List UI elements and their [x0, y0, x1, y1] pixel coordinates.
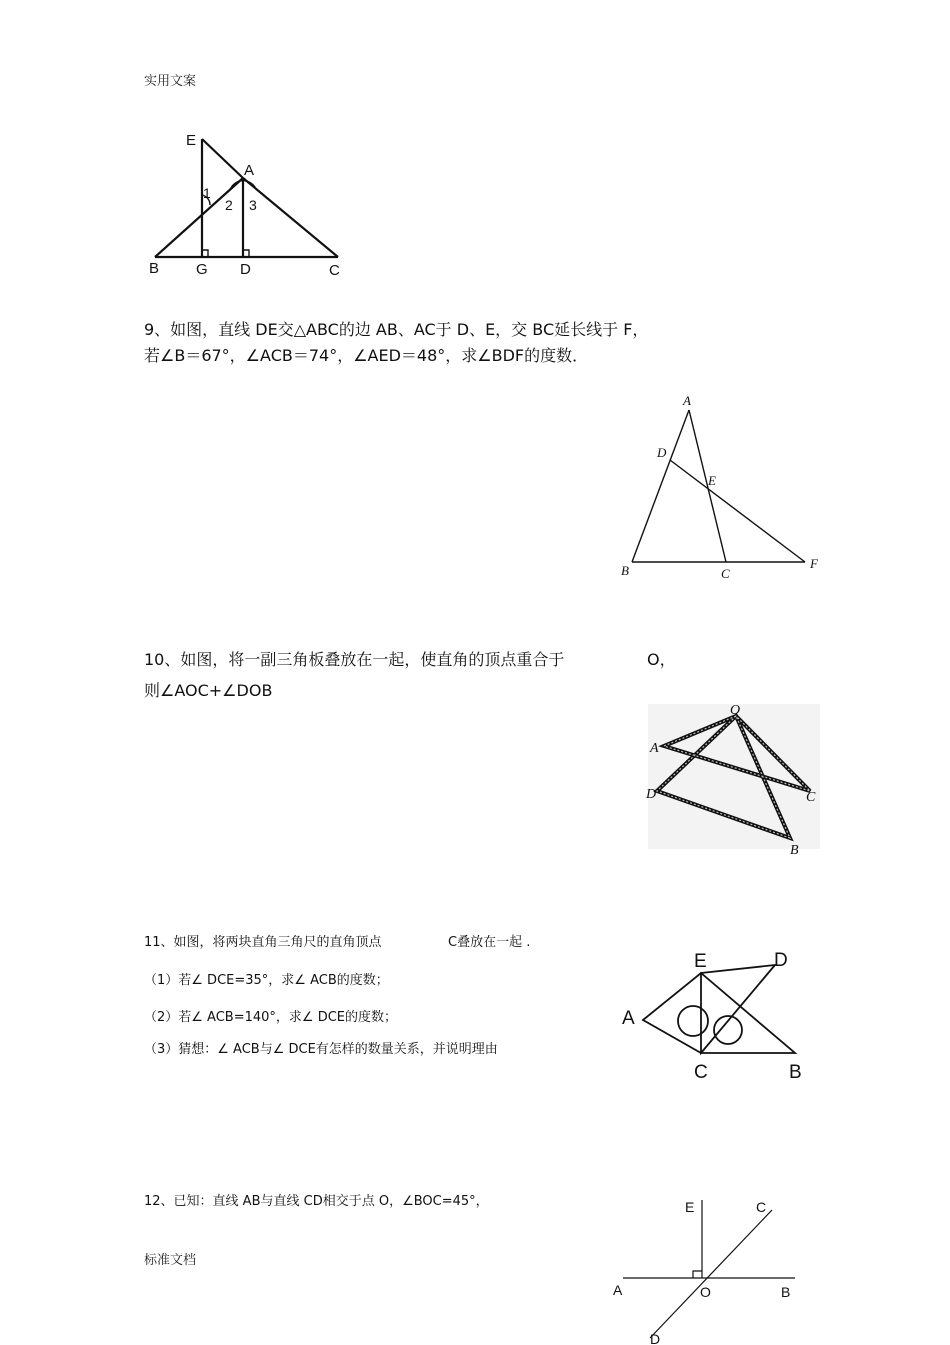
page-footer: 标准文档 — [144, 1253, 197, 1268]
label-A: A — [244, 162, 255, 179]
label-A: A — [622, 1008, 635, 1029]
label-A: A — [613, 1282, 623, 1298]
label-D: D — [646, 787, 657, 802]
label-D: D — [240, 261, 251, 278]
q10-line1: 10、如图，将一副三角板叠放在一起，使直角的顶点重合于 — [144, 650, 565, 669]
label-E: E — [186, 132, 197, 149]
label-C: C — [694, 1062, 708, 1083]
label-D: D — [774, 950, 788, 971]
label-O: O — [730, 703, 741, 718]
q9-line1: 9、如图，直线 DE交△ABC的边 AB、AC于 D、E，交 BC延长线于 F， — [144, 320, 649, 339]
label-B: B — [781, 1284, 791, 1300]
label-O: O — [700, 1284, 711, 1300]
label-A: A — [650, 741, 659, 756]
label-C: C — [806, 790, 816, 805]
label-E: E — [694, 951, 707, 972]
label-G: G — [196, 261, 208, 278]
figure-q9 — [615, 390, 830, 585]
label-C: C — [721, 566, 730, 581]
label-B: B — [149, 260, 160, 277]
q11-item3: （3）猜想：∠ ACB与∠ DCE有怎样的数量关系，并说明理由 — [144, 1042, 498, 1057]
q11-line1: 11、如图，将两块直角三角尺的直角顶点 — [144, 935, 382, 950]
figure-q8 — [140, 125, 360, 285]
q11-item2: （2）若∠ ACB=140°，求∠ DCE的度数； — [144, 1010, 398, 1025]
label-C: C — [756, 1199, 767, 1215]
page-header: 实用文案 — [144, 74, 197, 89]
angle-3-label: 3 — [249, 197, 257, 213]
label-D: D — [650, 1331, 661, 1345]
label-F: F — [810, 556, 818, 571]
q11-line1b: C叠放在一起 . — [448, 935, 531, 950]
q10-point: O， — [647, 650, 676, 669]
figure-q12 — [605, 1190, 805, 1345]
label-B: B — [789, 1062, 802, 1083]
figure-q11 — [615, 945, 815, 1085]
label-E: E — [685, 1199, 695, 1215]
q9-line2: 若∠B＝67°，∠ACB＝74°，∠AED＝48°，求∠BDF的度数． — [144, 346, 589, 365]
q12-line1: 12、已知：直线 AB与直线 CD相交于点 O，∠BOC=45°， — [144, 1194, 489, 1209]
q10-line2: 则∠AOC+∠DOB — [144, 681, 273, 700]
label-C: C — [329, 262, 340, 279]
label-A: A — [683, 393, 691, 408]
label-B: B — [621, 563, 629, 578]
figure-q10 — [640, 700, 830, 860]
angle-2-label: 2 — [225, 197, 233, 213]
label-D: D — [657, 445, 667, 460]
q11-item1: （1）若∠ DCE=35°，求∠ ACB的度数； — [144, 973, 389, 988]
angle-1-label: 1 — [203, 185, 211, 201]
label-B: B — [790, 843, 799, 858]
label-E: E — [708, 473, 716, 488]
